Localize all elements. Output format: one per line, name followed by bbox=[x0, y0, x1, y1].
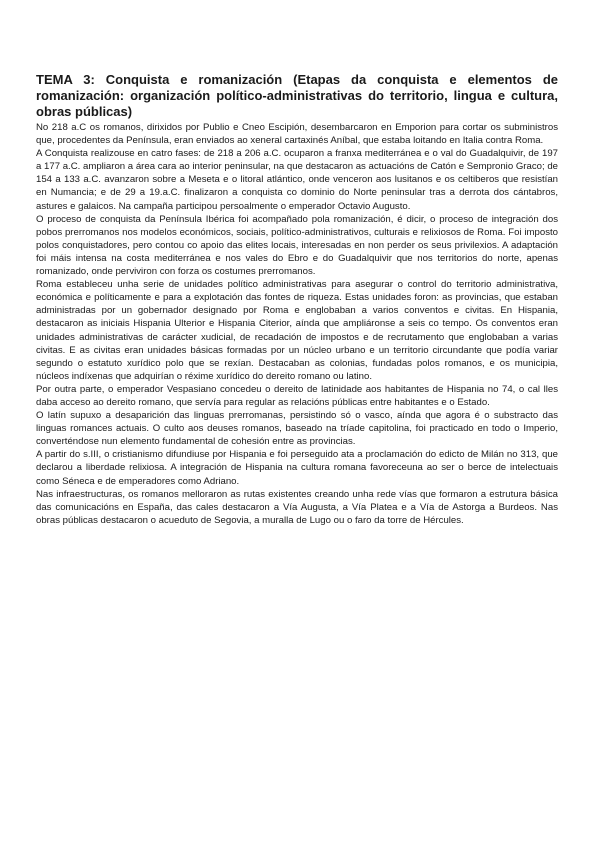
paragraph-infrastructure: Nas infraestructuras, os romanos melloraron as rutas existentes creando unha rede vías que formaron a estrutura básica das comunicacións en España, das cales destacaron a Vía Augusta, a Vía Platea e a Vía de Astorga a Burdeos. Nas obras públicas destacaron o acueduto de Segovia, a muralla de Lugo ou o faro da torre de Hércules. bbox=[36, 488, 558, 526]
paragraph-conquest-phases: A Conquista realizouse en catro fases: de 218 a 206 a.C. ocuparon a franxa mediterránea e o val do Guadalquivir, de 197 a 177 a.C. ampliaron a área cara ao interior peninsular, na que destacaron as actuacións de Catón e Sempronio Graco; de 154 a 133 a.C. avanzaron sobre a Meseta e o litoral atlántico, onde venceron aos lusitanos e os celtiberos que resistían en Numancia; e de 29 a 19.a.C. finalizaron a conquista co dominio do Norte peninsular tras a derrota dos cántabros, astures e galaicos. Na campaña participou persoalmente o emperador Octavio Augusto. bbox=[36, 148, 558, 212]
paragraph-vespasian: Por outra parte, o emperador Vespasiano concedeu o dereito de latinidade aos habitantes de Hispania no 74, o cal lles daba acceso ao dereito romano, que servía para regular as relacións públicas entre habitantes e o Estado. bbox=[36, 383, 558, 408]
paragraph-romanization: O proceso de conquista da Península Ibérica foi acompañado pola romanización, é dicir, o proceso de integración dos pobos prerromanos nos modelos económicos, sociais, político-administrativos, culturais e relixiosos de Roma. Foi imposto polos conquistadores, pero contou co apoio das elites locais, interesadas en non perder os seus privilexios. A adaptación foi máis intensa na costa mediterránea e nos vales do Ebro e do Guadalquivir que nos territorios do norte, apenas romanizado, onde perviviron con forza os costumes prerromanos. bbox=[36, 213, 558, 278]
document-page bbox=[36, 72, 558, 527]
paragraph-conquest-start: No 218 a.C os romanos, dirixidos por Publio e Cneo Escipión, desembarcaron en Emporion para cortar os subministros que, procedentes da Península, eran enviados ao xeneral cartaxinés Aníbal, que estaba loitando en Italia contra Roma. bbox=[36, 122, 558, 147]
paragraph-christianity: A partir do s.III, o cristianismo difundiuse por Hispania e foi perseguido ata a proclamación do edicto de Milán no 313, que declarou a liberdade relixiosa. A integración de Hispania na cultura romana favoreceuna ao ser o berce de intelectuais como Séneca e de emperadores como Adriano. bbox=[36, 449, 558, 487]
paragraph-administrative-units: Roma estableceu unha serie de unidades político administrativas para asegurar o control do territorio administrativa, económica e políticamente e para a explotación das fontes de riqueza. Estas unidades foron: as provincias, que estaban administradas por un gobernador designado por Roma e englobaban a varios conventos e civitas. En Hispania, destacaron as iniciais Hispania Ulterior e Hispania Citerior, aínda que ampliáronse a seis co tempo. Os conventos eran unidades administrativas de carácter xudicial, de recadación de impostos e de recrutamento que englobaban a varias civitas. E as civitas eran unidades básicas formadas por un núcleo urbano e un territorio circundante que podía variar segundo o estatuto xurídico polo que se rexían. Destacaban as colonias, fundadas polos romanos, e os municipia, núcleos indíxenas que adquirían o réxime xurídico do dereito romano ou latino. bbox=[36, 279, 558, 382]
document-title: TEMA 3: Conquista e romanización (Etapas da conquista e elementos de romanización: organización político-administrativas do territorio, lingua e cultura, obras públicas) bbox=[36, 72, 558, 119]
paragraph-language-religion: O latín supuxo a desaparición das linguas prerromanas, persistindo só o vasco, aínda que agora é o substracto das linguas romances actuais. O culto aos deuses romanos, baseado na tríade capitolina, foi practicado en todo o Imperio, converténdose nun elemento fundamental de cohesión entre as provincias. bbox=[36, 410, 558, 448]
